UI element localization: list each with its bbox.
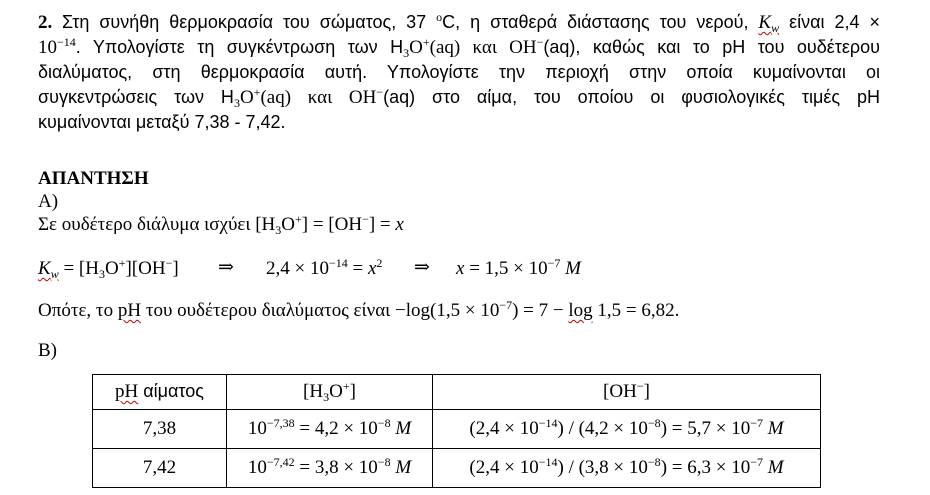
neutral-solution-line: Σε ουδέτερο διάλυμα ισχύει $[H_3O^+] = [OH^-] = x$ <box>38 212 404 237</box>
problem-statement <box>38 10 880 135</box>
answer-heading: ΑΠΑΝΤΗΣΗ <box>38 168 149 189</box>
header-ph: pH αίματος <box>93 375 227 410</box>
implies-arrow-icon: ⇒ <box>218 257 234 278</box>
table-row <box>93 449 821 488</box>
cell-oh: $(2,4 \times 10^{-14}) / (4,2 \times 10^{-8}) = 5,7 \times 10^{-7}$ M <box>433 410 821 449</box>
problem-line-5: κυμαίνονται μεταξύ 7,38 - 7,42. <box>38 112 286 132</box>
kw-symbol: $K_w$ <box>758 12 780 35</box>
table-row <box>93 410 821 449</box>
cell-ph: 7,42 <box>93 449 227 488</box>
kw-equation-line: $K_w = [H_3O^+][OH^-]$ <box>38 256 179 281</box>
kw-symbol-eq: $K_w$ <box>38 258 59 281</box>
header-h3o: $[H_3O^+]$ <box>227 375 433 410</box>
part-a-label: Α) <box>38 191 59 212</box>
x-result: $x = 1,5 \times 10^{-7}$ M <box>456 256 581 279</box>
problem-line-1: 2. Στη συνήθη θερμοκρασία του σώματος, 37 $^o$C, η σταθερά διάστασης του νερού, $K_w$ είναι 2,4 × <box>38 10 880 35</box>
implies-arrow-icon: ⇒ <box>414 257 430 278</box>
kw-value-expression: $2,4 \times 10^{-14} = x^2$ <box>266 256 383 279</box>
cell-h3o: $10^{-7,38} = 4,2 \times 10^{-8}$ M <box>227 410 433 449</box>
header-oh: [OH−] <box>433 375 821 410</box>
problem-line-3: διαλύματος, στη θερμοκρασία αυτή. Υπολογίστε την περιοχή στην οποία κυμαίνονται οι <box>38 62 880 82</box>
problem-line-2: $10^{-14}$. Υπολογίστε τη συγκέντρωση των $H_3O^+(aq)$ και OH−(aq), καθώς και το pH του ουδέτερου <box>38 35 880 60</box>
ph-result-line: Οπότε, το pH του ουδέτερου διαλύματος $\varepsilon ί\nu\alpha\iota -\log(1,5 \times 10^{-7}) = 7 - \log 1,5 = 6,82$. <box>38 298 680 321</box>
part-b-label: Β) <box>38 340 57 361</box>
cell-ph: 7,38 <box>93 410 227 449</box>
problem-line-4: συγκεντρώσεις των $H_3O^+(aq)$ και OH−(aq) στο αίμα, του οποίου οι φυσιολογικές τιμές pH <box>38 85 880 110</box>
cell-oh: $(2,4 \times 10^{-14}) / (3,8 \times 10^{-8}) = 6,3 \times 10^{-7}$ M <box>433 449 821 488</box>
table-header-row <box>93 375 821 410</box>
cell-h3o: $10^{-7,42} = 3,8 \times 10^{-8}$ M <box>227 449 433 488</box>
problem-number: 2. <box>38 12 53 33</box>
concentration-table <box>92 374 821 488</box>
